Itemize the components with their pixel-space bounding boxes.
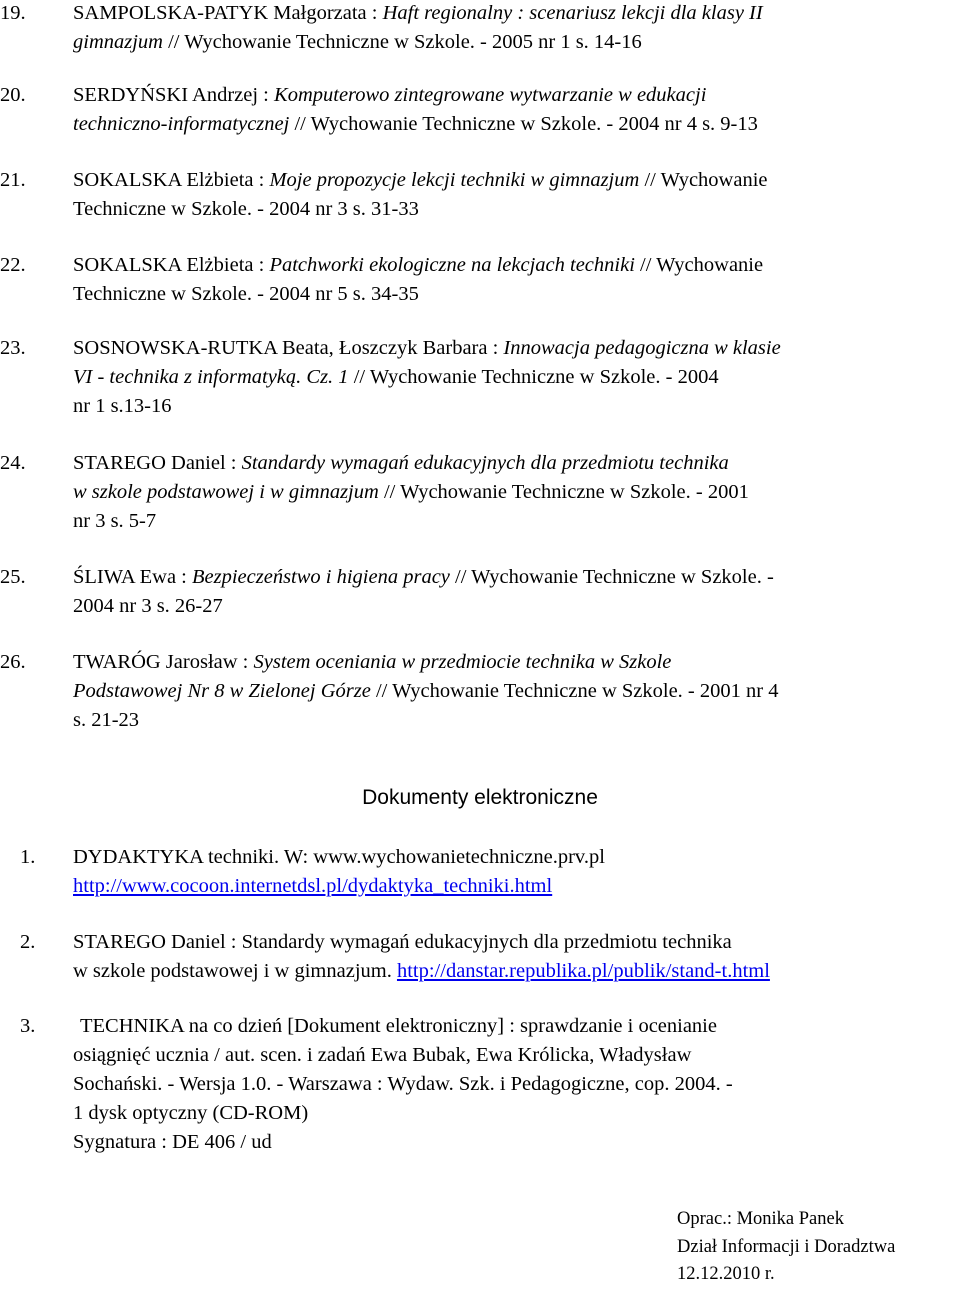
entry-source-cont: Techniczne w Szkole. - 2004 nr 5 s. 34-35 — [73, 283, 419, 305]
entry-author: SAMPOLSKA-PATYK Małgorzata : — [73, 2, 383, 24]
entry-author: SOKALSKA Elżbieta : — [73, 169, 270, 191]
entry-source: // Wychowanie — [639, 169, 768, 191]
entry-source-cont: 2004 nr 3 s. 26-27 — [73, 595, 223, 617]
entry-source: // Wychowanie Techniczne w Szkole. - 2004 — [348, 366, 719, 388]
entry-source: // Wychowanie Techniczne w Szkole. - 2001 — [378, 481, 749, 503]
entry-source-cont: Techniczne w Szkole. - 2004 nr 3 s. 31-33 — [73, 198, 419, 220]
entry-text: TECHNIKA na co dzień [Dokument elektroniczny] : sprawdzanie i ocenianie — [80, 1015, 717, 1037]
entry-title-cont: Podstawowej Nr 8 w Zielonej Górze — [73, 680, 371, 702]
entry-author: SERDYŃSKI Andrzej : — [73, 84, 275, 106]
entry-link[interactable]: http://www.cocoon.internetdsl.pl/dydaktyka_techniki.html — [73, 875, 553, 897]
entry-source: // Wychowanie Techniczne w Szkole. - 2005 nr 1 s. 14-16 — [162, 31, 642, 53]
entry-title: Innowacja pedagogiczna w klasie — [503, 337, 781, 359]
entry-source: // Wychowanie Techniczne w Szkole. - 2001 nr 4 — [370, 680, 779, 702]
section-heading: Dokumenty elektroniczne — [362, 786, 598, 809]
entry-author: TWARÓG Jarosław : — [73, 651, 254, 673]
footer-credits — [677, 1206, 895, 1289]
entry-author: SOKALSKA Elżbieta : — [73, 254, 270, 276]
entry-number: 19. — [0, 2, 26, 24]
entry-number: 22. — [0, 254, 26, 276]
entry-number: 1. — [20, 846, 36, 868]
entry-number: 23. — [0, 337, 26, 359]
prepared-by: Oprac.: Monika Panek — [677, 1209, 844, 1229]
entry-title-cont: techniczno-informatycznej — [73, 113, 290, 135]
entry-title: Haft regionalny : scenariusz lekcji dla klasy II — [382, 2, 763, 24]
entry-link[interactable]: http://danstar.republika.pl/publik/stand-t.html — [396, 960, 770, 982]
entry-title-cont: VI - technika z informatyką. Cz. 1 — [73, 366, 349, 388]
entry-title: Komputerowo zintegrowane wytwarzanie w edukacji — [274, 84, 707, 106]
entry-number: 25. — [0, 566, 26, 588]
entry-author: STAREGO Daniel : — [73, 452, 242, 474]
entry-author: ŚLIWA Ewa : — [73, 566, 192, 588]
entry-title: Patchworki ekologiczne na lekcjach techniki — [269, 254, 635, 276]
entry-number: 2. — [20, 931, 36, 953]
entry-source: // Wychowanie Techniczne w Szkole. - 2004 nr 4 s. 9-13 — [289, 113, 758, 135]
entry-title-cont: gimnazjum — [73, 31, 163, 53]
entry-title: System oceniania w przedmiocie technika w Szkole — [253, 651, 672, 673]
entry-source-cont: s. 21-23 — [73, 709, 140, 731]
entry-title: Bezpieczeństwo i higiena pracy — [192, 566, 450, 588]
entry-title: Moje propozycje lekcji techniki w gimnazjum — [269, 169, 640, 191]
entry-source: // Wychowanie Techniczne w Szkole. - — [449, 566, 774, 588]
entry-text: DYDAKTYKA techniki. W: www.wychowanietechniczne.prv.pl — [73, 846, 605, 868]
date: 12.12.2010 r. — [677, 1264, 775, 1284]
department: Dział Informacji i Doradztwa — [677, 1236, 896, 1257]
entry-author: SOSNOWSKA-RUTKA Beata, Łoszczyk Barbara : — [73, 337, 504, 359]
entry-number: 21. — [0, 169, 26, 191]
entry-number: 24. — [0, 452, 26, 474]
entry-text-cont: Sochański. - Wersja 1.0. - Warszawa : Wydaw. Szk. i Pedagogiczne, cop. 2004. - — [73, 1073, 733, 1095]
entry-text-cont: w szkole podstawowej i w gimnazjum. — [73, 960, 397, 982]
entry-number: 26. — [0, 651, 26, 673]
entry-signature-code: Sygnatura : DE 406 / ud — [73, 1131, 272, 1153]
entry-text: STAREGO Daniel : Standardy wymagań edukacyjnych dla przedmiotu technika — [73, 931, 732, 953]
entry-title-cont: w szkole podstawowej i w gimnazjum — [73, 481, 379, 503]
entry-source-cont: nr 3 s. 5-7 — [73, 510, 157, 532]
entry-text-cont: 1 dysk optyczny (CD-ROM) — [73, 1102, 309, 1124]
entry-source-cont: nr 1 s.13-16 — [73, 395, 172, 417]
entry-text-cont: osiągnięć ucznia / aut. scen. i zadań Ewa Bubak, Ewa Królicka, Władysław — [73, 1044, 692, 1066]
entry-title: Standardy wymagań edukacyjnych dla przedmiotu technika — [241, 452, 729, 474]
entry-number: 3. — [20, 1015, 36, 1037]
entry-source: // Wychowanie — [634, 254, 764, 276]
entry-number: 20. — [0, 84, 26, 106]
